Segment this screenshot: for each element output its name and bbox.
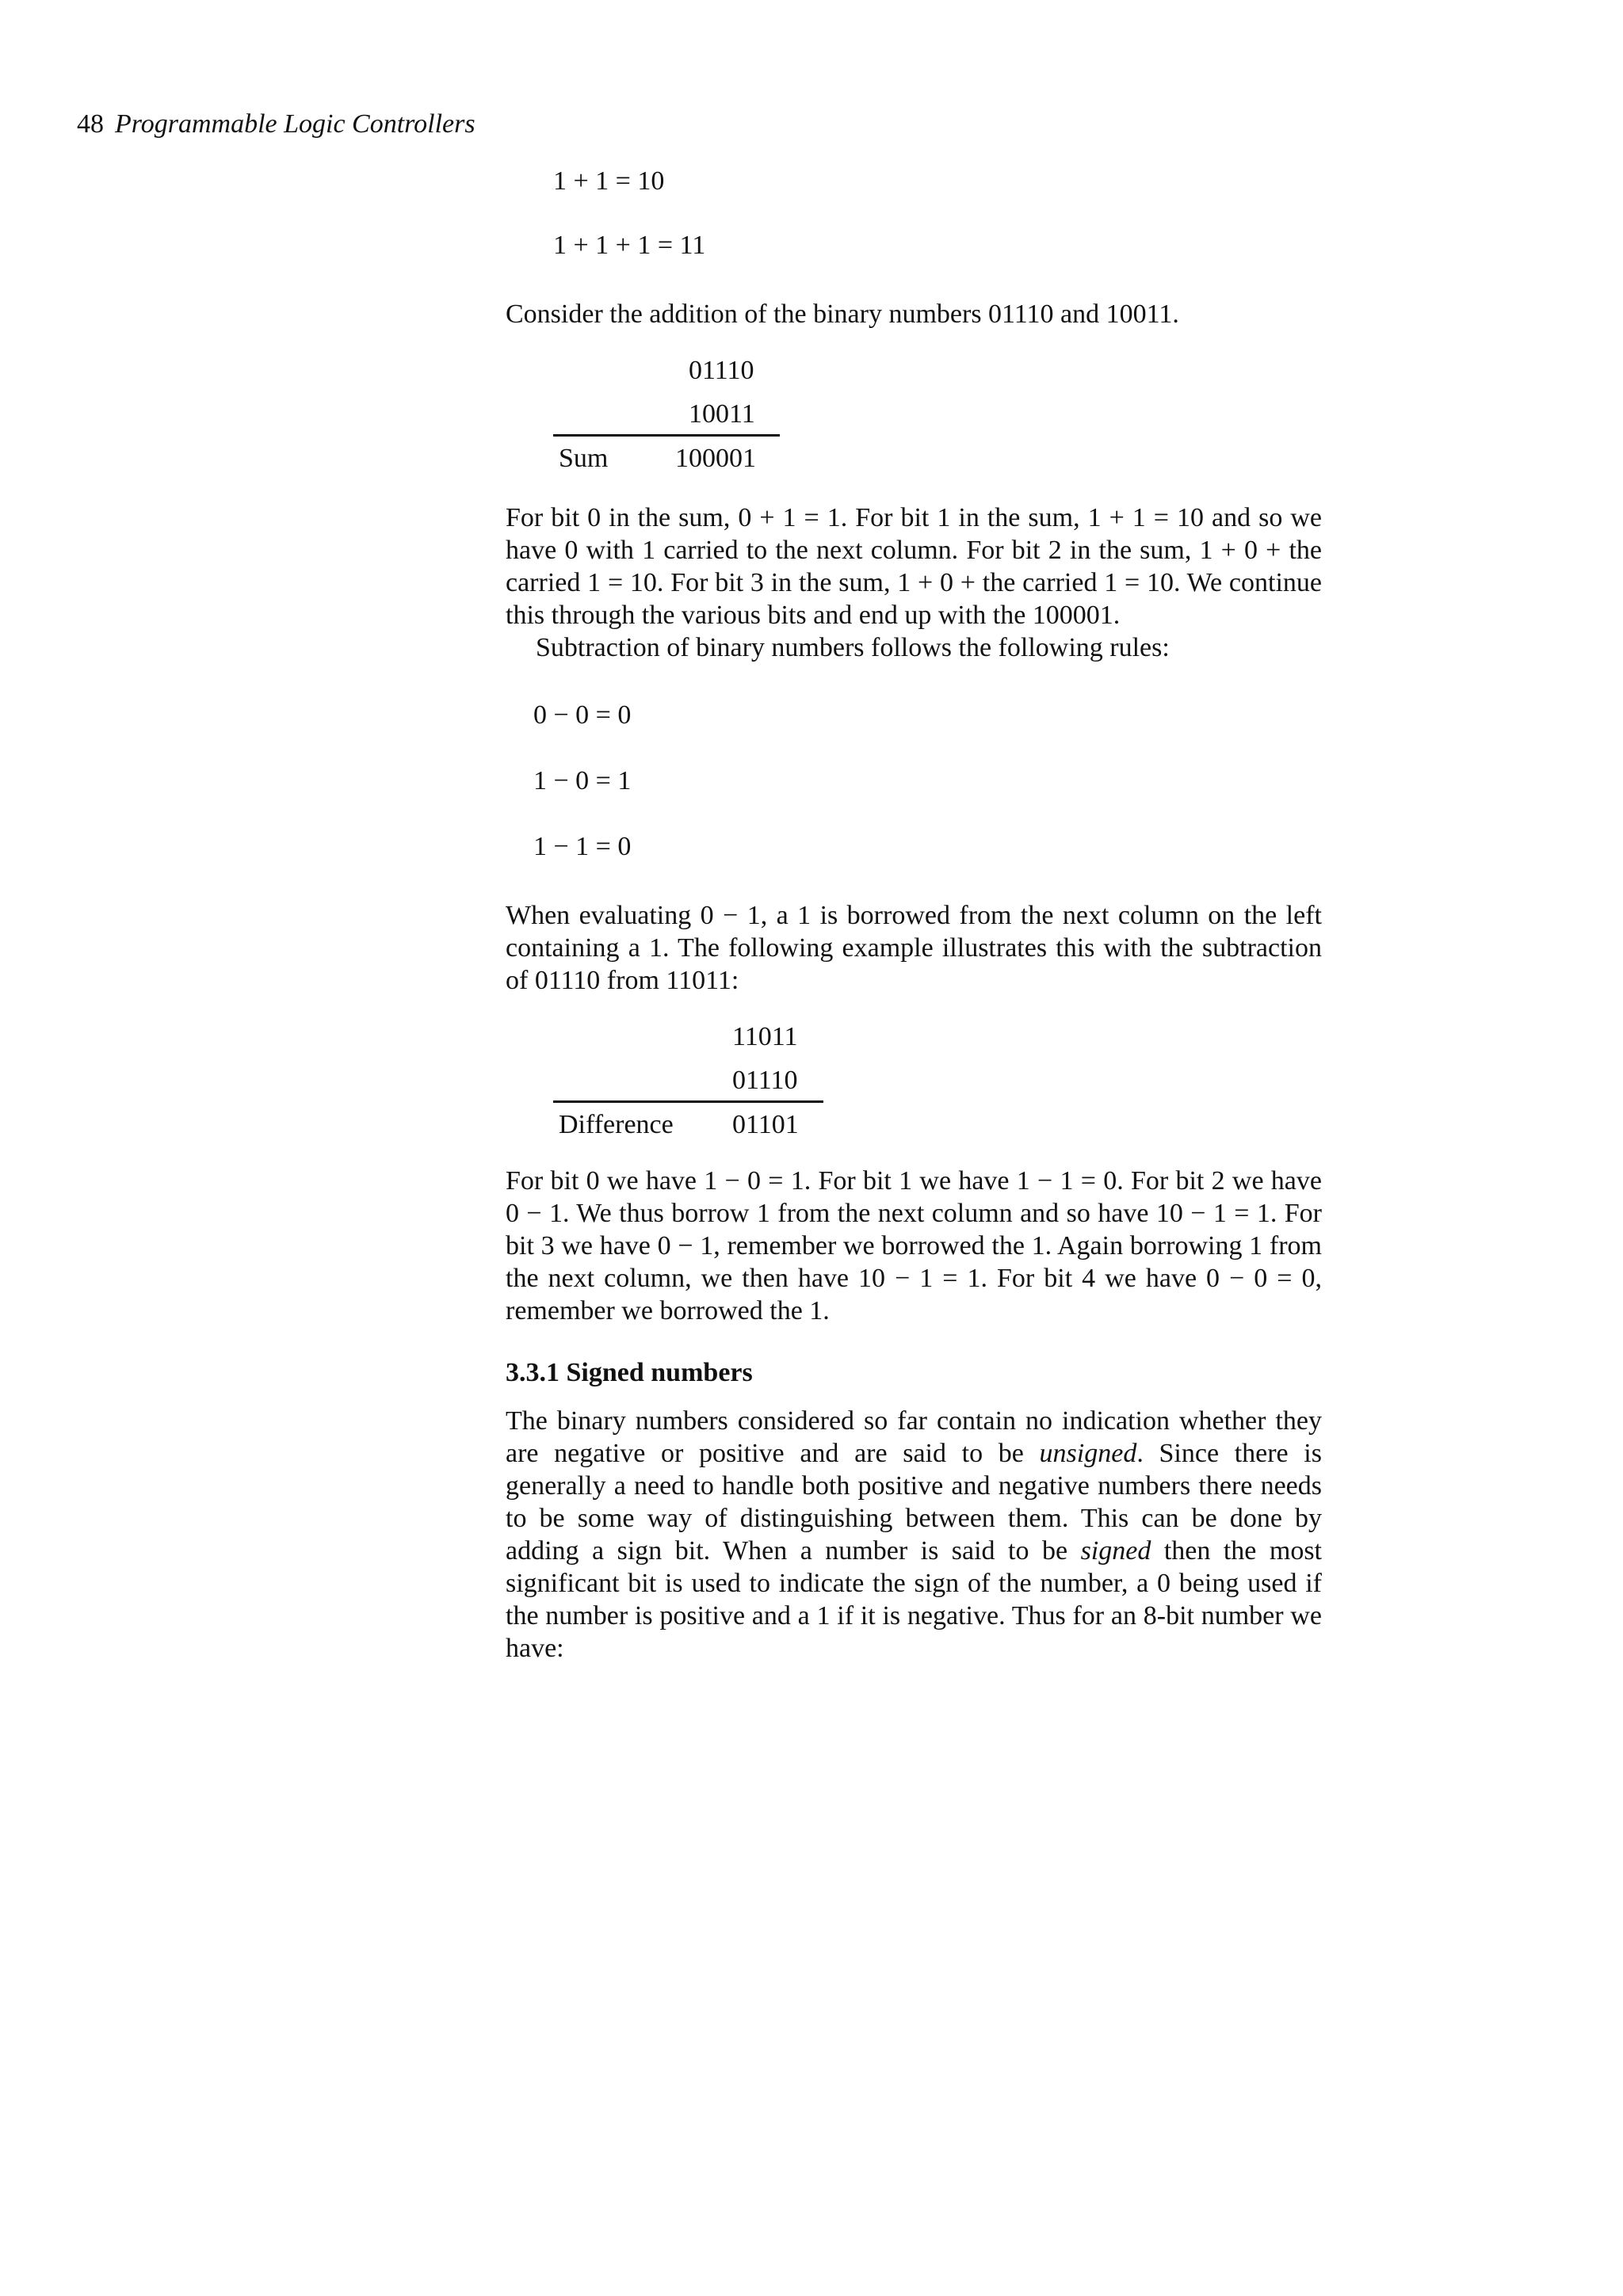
subtraction-example [506,1020,1322,1139]
section-heading: 3.3.1 Signed numbers [506,1358,753,1387]
addend-first: 01110 [689,356,754,385]
sum-result: 100001 [675,444,756,473]
difference-result: 01101 [732,1110,799,1139]
difference-rule-line [553,1100,823,1103]
minuend: 11011 [732,1022,798,1051]
subtraction-rule: 0 − 0 = 0 [533,700,632,730]
paragraph-text: . Since there is generally a need to handle both positive and negative numbers there needs to be some way of distinguishing between them. This can be done by adding a sign bit. When a number is said to be [506,1439,1322,1566]
paragraph-text: then the most significant bit is used to indicate the sign of the number, a 0 being used if the number is positive and a 1 if it is negative. Thus for an 8-bit number we have: [506,1536,1323,1663]
addition-explanation: For bit 0 in the sum, 0 + 1 = 1. For bit 1 in the sum, 1 + 1 = 10 and so we have 0 with 1 carried to the next column. For bit 2 in the sum, 1 + 0 + the carried 1 = 10. For bit 3 in the sum, 1 + 0 + the carried 1 = 10. We continue this through the various bits and end up with the 100001. [506,503,1322,630]
subtraction-intro: Subtraction of binary numbers follows the following rules: [536,633,1170,662]
paragraph-text: The binary numbers considered so far contain no indication whether they are negative or positive and are said to be [506,1406,1322,1468]
page-number: 48 [77,109,104,139]
addend-second: 10011 [689,399,755,429]
emphasis-unsigned: unsigned [1039,1439,1137,1468]
sum-rule-line [553,434,780,437]
emphasis-signed: signed [1080,1536,1151,1566]
sum-label: Sum [559,444,609,473]
addition-rule: 1 + 1 = 10 [553,166,665,196]
difference-label: Difference [559,1110,674,1139]
page-header [77,108,475,141]
addition-rule: 1 + 1 + 1 = 11 [553,231,706,260]
subtraction-rules [533,699,1322,863]
page-content [506,165,1322,1665]
subtraction-rule: 1 − 1 = 0 [533,832,632,861]
signed-numbers-paragraph [506,1405,1322,1665]
addition-rules [553,165,1322,261]
addition-intro: Consider the addition of the binary numbers 01110 and 10011. [506,299,1179,329]
addition-example [506,354,1322,473]
running-title: Programmable Logic Controllers [115,109,475,139]
subtraction-explanation: For bit 0 we have 1 − 0 = 1. For bit 1 we have 1 − 1 = 0. For bit 2 we have 0 − 1. We thus borrow 1 from the next column and so have 10 − 1 = 1. For bit 3 we have 0 − 1, remember we borrowed the 1. Again borrowing 1 from the next column, we then have 10 − 1 = 1. For bit 4 we have 0 − 0 = 0, remember we borrowed the 1. [506,1166,1322,1325]
subtraction-rule: 1 − 0 = 1 [533,766,632,795]
subtrahend: 01110 [732,1066,798,1095]
borrow-explanation: When evaluating 0 − 1, a 1 is borrowed from the next column on the left containing a 1. The following example illustrates this with the subtraction of 01110 from 11011: [506,901,1322,995]
